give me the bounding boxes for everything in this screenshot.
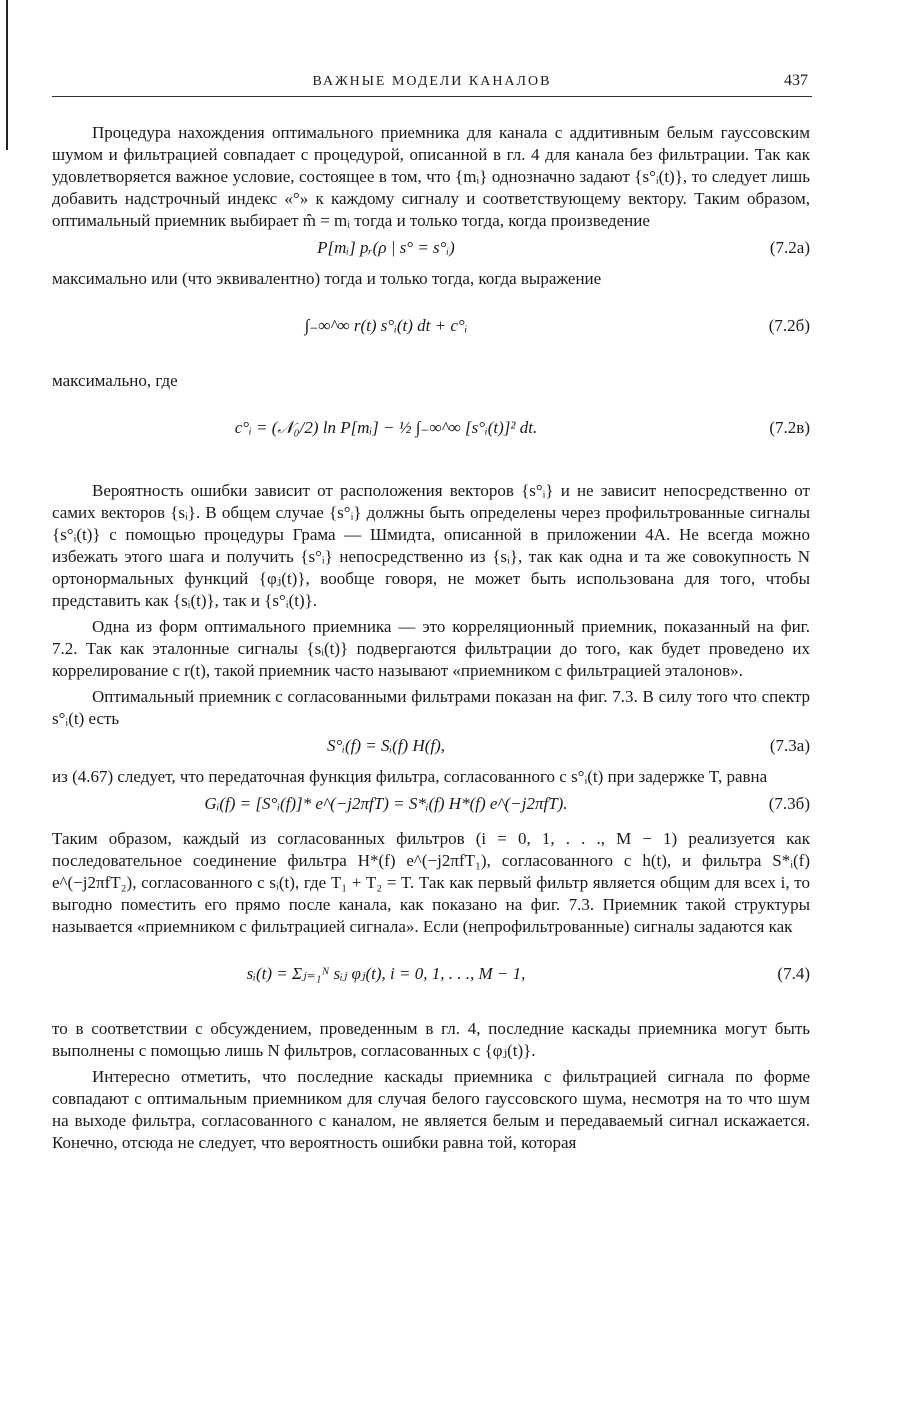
paragraph-5: Одна из форм оптимального приемника — это корреляционный приемник, показанный на фиг. 7.2. Так как эталонные сигналы {sᵢ(t)} подвергаются фильтрации до того, как будет проведено их коррелирование с r(t), такой приемник часто называют «приемником с фильтрацией эталонов».	[52, 617, 810, 680]
equation-number: (7.2б)	[768, 316, 810, 335]
paragraph-2: максимально или (что эквивалентно) тогда и только тогда, когда выражение	[52, 269, 602, 288]
binding-edge	[6, 0, 8, 150]
equation-formula: sᵢ(t) = Σⱼ₌₁ᴺ sᵢⱼ φⱼ(t), i = 0, 1, . . ., M − 1,	[246, 964, 526, 983]
equation-7-3b	[52, 790, 810, 820]
equation-7-2v	[52, 394, 810, 468]
equation-number: (7.3б)	[768, 794, 810, 813]
equation-7-2a	[52, 234, 810, 264]
equation-number: (7.2в)	[769, 418, 810, 437]
paragraph-3: максимально, где	[52, 371, 178, 390]
equation-formula: P[mᵢ] pᵣ(ρ | s° = s°ᵢ)	[317, 238, 455, 257]
equation-formula: Gᵢ(f) = [S°ᵢ(f)]* e^(−j2πfT) = S*ᵢ(f) H*(f) e^(−j2πfT).	[204, 794, 568, 813]
paragraph-1: Процедура нахождения оптимального приемника для канала с аддитивным белым гауссовским шумом и фильтрацией совпадает с процедурой, описанной в гл. 4 для канала без фильтрации. Так как удовлетворяется важное условие, состоящее в том, что {mᵢ} однозначно задают {s°ᵢ(t)}, то следует лишь добавить надстрочный индекс «°» к каждому сигналу и соответствующему вектору. Таким образом, оптимальный приемник выбирает m̂ = mᵢ тогда и только тогда, когда произведение	[52, 123, 810, 230]
paragraph-8: Таким образом, каждый из согласованных фильтров (i = 0, 1, . . ., M − 1) реализуется как последовательное соединение фильтра H*(f) e^(−j2πfT₁), согласованного с h(t), и фильтра S*ᵢ(f) e^(−j2πfT₂), согласованного с sᵢ(t), где T₁ + T₂ = T. Так как первый фильтр является общим для всех i, то выгодно поместить его прямо после канала, как показано на фиг. 7.3. Приемник такой структуры называется «приемником с фильтрацией сигнала». Если (непрофильтрованные) сигналы задаются как	[52, 829, 810, 936]
paragraph-4: Вероятность ошибки зависит от расположения векторов {s°ᵢ} и не зависит непосредственно от самих векторов {sᵢ}. В общем случае {s°ᵢ} должны быть определены через профильтрованные сигналы {s°ᵢ(t)} с помощью процедуры Грама — Шмидта, описанной в приложении 4А. Не всегда можно избежать этого шага и получить {s°ᵢ} непосредственно из {sᵢ}, так как одна и та же совокупность N ортонормальных функций {φⱼ(t)}, вообще говоря, не может быть использована для того, чтобы представить как {sᵢ(t)}, так и {s°ᵢ(t)}.	[52, 481, 810, 610]
running-head	[52, 70, 812, 97]
equation-7-3a	[52, 732, 810, 762]
page-number: 437	[784, 72, 808, 89]
paragraph-7: из (4.67) следует, что передаточная функция фильтра, согласованного с s°ᵢ(t) при задержке T, равна	[52, 767, 768, 786]
paragraph-6: Оптимальный приемник с согласованными фильтрами показан на фиг. 7.3. В силу того что спектр s°ᵢ(t) есть	[52, 687, 810, 728]
running-title: ВАЖНЫЕ МОДЕЛИ КАНАЛОВ	[312, 74, 552, 89]
equation-formula: S°ᵢ(f) = Sᵢ(f) H(f),	[326, 736, 446, 755]
page-body	[52, 122, 810, 1154]
equation-number: (7.2а)	[769, 238, 810, 257]
equation-7-2b	[52, 292, 810, 366]
paragraph-9: то в соответствии с обсуждением, проведенным в гл. 4, последние каскады приемника могут быть выполнены с помощью лишь N фильтров, согласованных с {φⱼ(t)}.	[52, 1019, 810, 1060]
equation-number: (7.3а)	[769, 736, 810, 755]
equation-number: (7.4)	[777, 964, 810, 983]
equation-formula: ∫₋∞^∞ r(t) s°ᵢ(t) dt + c°ᵢ	[304, 316, 468, 335]
equation-7-4	[52, 940, 810, 1014]
paragraph-10: Интересно отметить, что последние каскады приемника с фильтрацией сигнала по форме совпадают с оптимальным приемником для случая белого гауссовского шума, несмотря на то что шум на выходе фильтра, согласованного с каналом, не является белым и передаваемый сигнал искажается. Конечно, отсюда не следует, что вероятность ошибки равна той, которая	[52, 1067, 810, 1152]
equation-formula: c°ᵢ = (𝒩₀/2) ln P[mᵢ] − ½ ∫₋∞^∞ [s°ᵢ(t)]² dt.	[234, 418, 538, 437]
